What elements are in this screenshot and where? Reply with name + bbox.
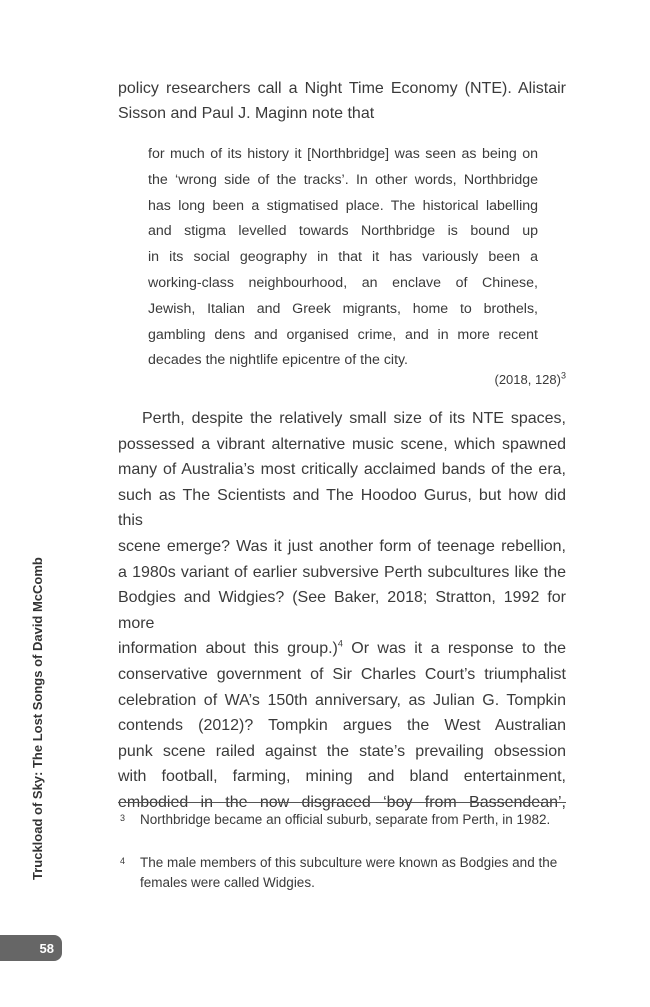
text-line: punk scene railed against the state’s prevailing obsession xyxy=(118,742,566,760)
quote-line: decades the nightlife epicentre of the city. xyxy=(148,352,409,369)
text-line: Bodgies and Widgies? (See Baker, 2018; Stratton, 1992 for more xyxy=(118,589,566,632)
quote-line: Jewish, Italian and Greek migrants, home to brothels, xyxy=(148,300,538,317)
quote-line: in its social geography in that it has variously been a xyxy=(148,249,538,266)
page-number-tab xyxy=(0,935,62,961)
main-paragraph xyxy=(118,406,566,816)
line-text-tail: Or was it a response to the xyxy=(342,640,566,658)
text-line: scene emerge? Was it just another form of teenage rebellion, xyxy=(118,537,566,555)
quote-citation xyxy=(494,372,566,388)
text-line: with football, farming, mining and bland entertainment, xyxy=(118,768,566,786)
text-line: celebration of WA’s 150th anniversary, as Julian G. Tompkin xyxy=(118,691,566,709)
quote-line: has long been a stigmatised place. The historical labelling xyxy=(148,197,538,214)
text-line: contends (2012)? Tompkin argues the West Australian xyxy=(118,717,566,735)
footnote xyxy=(118,853,566,893)
body-text-top xyxy=(118,76,566,126)
quote-line: the ‘wrong side of the tracks’. In other words, Northbridge xyxy=(148,171,538,188)
footnote-ref-3[interactable]: 3 xyxy=(560,370,566,381)
text-line: conservative government of Sir Charles Court’s triumphalist xyxy=(118,665,566,683)
text-line: Sisson and Paul J. Maginn note that xyxy=(118,105,375,122)
quote-line: and stigma levelled towards Northbridge is bound up xyxy=(148,223,538,240)
footnote-ref-4[interactable]: 4 xyxy=(337,639,343,650)
citation-text: (2018, 128) xyxy=(494,372,561,387)
text-line: policy researchers call a Night Time Economy (NTE). Alistair xyxy=(118,80,566,97)
text-line: Perth, despite the relatively small size of its NTE spaces, xyxy=(142,410,566,427)
footnote-number: 4 xyxy=(120,856,126,866)
text-line: possessed a vibrant alternative music scene, which spawned xyxy=(118,435,566,453)
footnote-divider xyxy=(118,802,566,803)
text-line: many of Australia’s most critically acclaimed bands of the era, xyxy=(118,461,566,479)
footnote-text: The male members of this subculture were known as Bodgies and the females were called Widgies. xyxy=(140,855,558,890)
page-number: 58 xyxy=(39,940,54,956)
text-line: embodied in the now disgraced ‘boy from Bassendean’, xyxy=(118,793,566,811)
quote-line: working-class neighbourhood, an enclave of Chinese, xyxy=(148,274,538,291)
footnote-number: 3 xyxy=(120,813,126,823)
line-text: information about this group.) xyxy=(118,640,338,658)
block-quote xyxy=(148,142,538,374)
text-line: a 1980s variant of earlier subversive Perth subcultures like the xyxy=(118,563,566,581)
quote-line: for much of its history it [Northbridge] was seen as being on xyxy=(148,146,538,162)
footnote-text: Northbridge became an official suburb, separate from Perth, in 1982. xyxy=(140,812,551,827)
footnote xyxy=(118,810,566,830)
text-line xyxy=(118,636,566,662)
text-line: such as The Scientists and The Hoodoo Gurus, but how did this xyxy=(118,486,566,530)
running-head: Truckload of Sky: The Lost Songs of David McComb xyxy=(30,557,45,880)
quote-line: gambling dens and organised crime, and in more recent xyxy=(148,326,538,343)
